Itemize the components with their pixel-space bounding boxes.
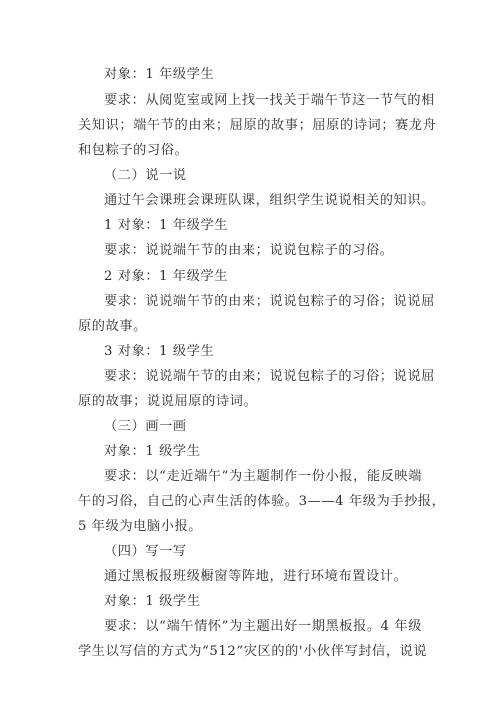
text-line: 1 对象：1 年级学生	[104, 218, 229, 233]
text-line: 关知识；端午节的由来；屈原的故事；屈原的诗词；赛龙舟	[78, 118, 437, 133]
section-heading: （三）画一画	[104, 419, 187, 434]
text-line: 对象：1 级学生	[104, 594, 201, 609]
text-line: 要求：以“端午情怀”为主题出好一期黑板报。4 年级	[104, 619, 423, 634]
text-line: 对象：1 级学生	[104, 444, 201, 459]
text-line: 和包粽子的习俗。	[78, 143, 189, 158]
text-line: 对象：1 年级学生	[104, 67, 215, 82]
text-line: 3 对象：1 级学生	[104, 344, 215, 359]
section-heading: （二）说一说	[104, 168, 187, 183]
text-line: 要求：以“走近端午”为主题制作一份小报，能反映端	[104, 469, 423, 484]
text-line: 要求：从阅览室或网上找一找关于端午节这一节气的相	[104, 93, 435, 108]
text-line: 学生以写信的方式为“512”灾区的的'小伙伴写封信，说说	[78, 644, 428, 659]
text-line: 要求：说说端午节的由来；说说包粽子的习俗；说说屈	[104, 369, 435, 384]
section-heading: （四）写一写	[104, 544, 187, 559]
text-line: 2 对象：1 年级学生	[104, 269, 229, 284]
text-line: 通过午会课班会课班队课，组织学生说说相关的知识。	[104, 193, 435, 208]
text-line: 原的故事；说说屈原的诗词。	[78, 394, 258, 409]
text-line: 午的习俗，自己的心声生活的体验。3——4 年级为手抄报，	[78, 494, 446, 509]
text-line: 原的故事。	[78, 319, 147, 334]
text-line: 要求：说说端午节的由来；说说包粽子的习俗。	[104, 243, 394, 258]
text-line: 5 年级为电脑小报。	[78, 519, 203, 534]
text-line: 要求：说说端午节的由来；说说包粽子的习俗；说说屈	[104, 294, 435, 309]
text-line: 通过黑板报班级橱窗等阵地，进行环境布置设计。	[104, 569, 408, 584]
